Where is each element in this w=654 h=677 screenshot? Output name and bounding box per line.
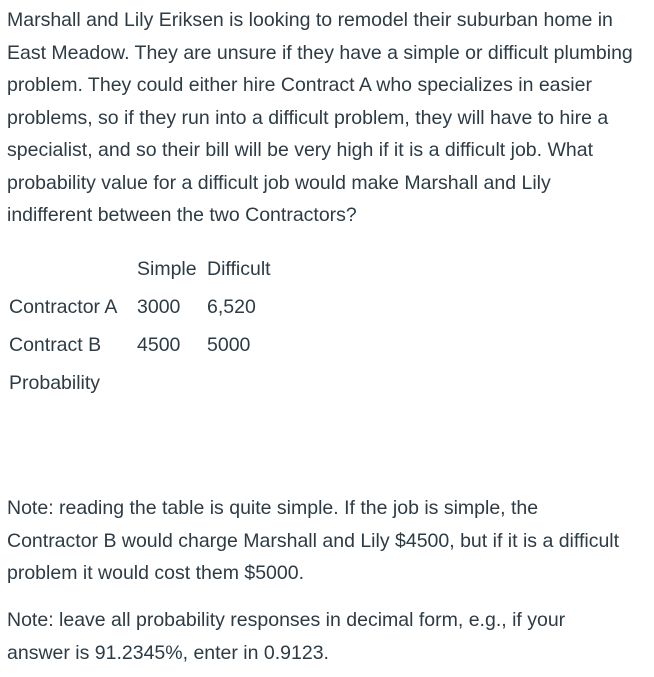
note-table-reading: Note: reading the table is quite simple. If the job is simple, the Contractor B would charge Marshall and Lily $4500, but if it is a difficult problem it would cost them $5000.: [7, 497, 620, 584]
note-decimal-form: Note: leave all probability responses in decimal form, e.g., if your answer is 91.2345%, enter in 0.9123.: [7, 609, 566, 664]
row-simple-value: [137, 365, 207, 403]
row-difficult-value: [207, 365, 287, 403]
table-row: [7, 365, 287, 403]
table-row: [7, 289, 287, 327]
row-difficult-value: 5000: [207, 334, 251, 356]
payoff-table: [7, 251, 287, 403]
table-row: [7, 327, 287, 365]
row-simple-value: 3000: [137, 296, 181, 318]
row-label: Contract B: [9, 334, 102, 356]
row-label: Contractor A: [9, 296, 118, 318]
table-header-row: [7, 251, 287, 289]
table-header-difficult: Difficult: [207, 258, 271, 280]
row-label: Probability: [9, 372, 101, 394]
question-text: Marshall and Lily Eriksen is looking to remodel their suburban home in East Meadow. They are unsure if they have a simple or difficult plumbing problem. They could either hire Contract A who specializes in easier problems, so if they run into a difficult problem, they will have to hire a specialist, and so their bill will be very high if it is a difficult job. What probability value for a difficult job would make Marshall and Lily indifferent between the two Contractors?: [7, 9, 633, 226]
row-difficult-value: 6,520: [207, 296, 256, 318]
question-content: [7, 4, 647, 664]
table-header-simple: Simple: [137, 258, 197, 280]
table-header-blank: [7, 251, 137, 289]
row-simple-value: 4500: [137, 334, 181, 356]
